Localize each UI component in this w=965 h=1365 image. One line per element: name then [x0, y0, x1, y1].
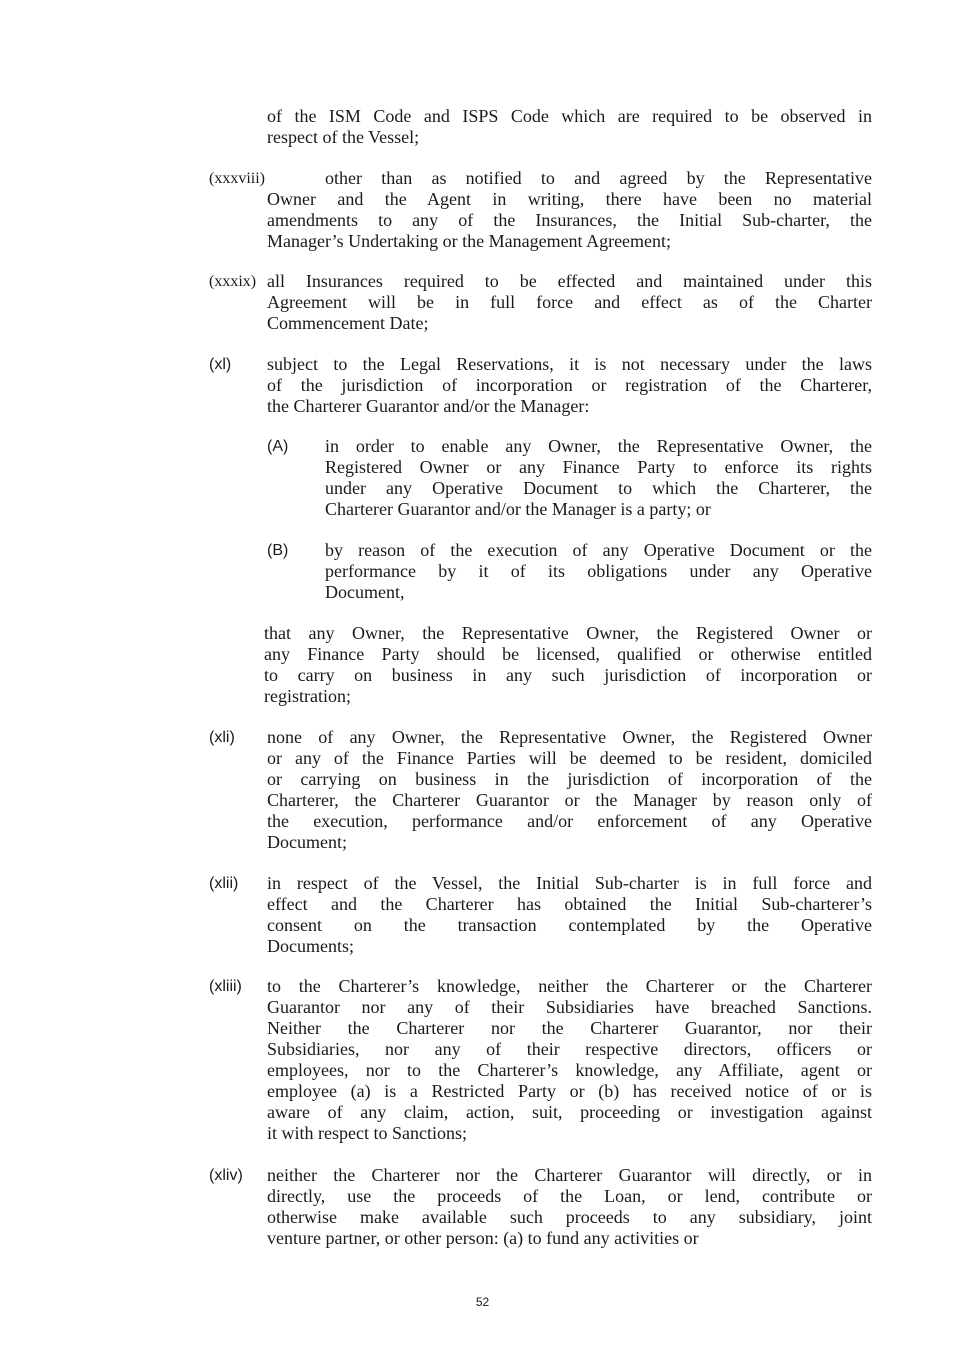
- clause-paragraph: [209, 354, 872, 417]
- text-line: Neither the Charterer nor the Charterer Guarantor, nor their: [267, 1018, 872, 1038]
- text-line: to the Charterer’s knowledge, neither the Charterer or the Charterer: [267, 976, 872, 996]
- clause-label: (xliii): [209, 978, 242, 995]
- text-line: respect of the Vessel;: [267, 127, 420, 147]
- text-line: Owner and the Agent in writing, there have been no material: [267, 189, 872, 209]
- text-line: none of any Owner, the Representative Owner, the Registered Owner: [267, 727, 872, 747]
- text-line: to carry on business in any such jurisdiction of incorporation or: [264, 665, 872, 685]
- text-line: in order to enable any Owner, the Representative Owner, the: [325, 436, 872, 456]
- text-line: otherwise make available such proceeds to any subsidiary, joint: [267, 1207, 872, 1227]
- clause-paragraph: [209, 976, 872, 1144]
- text-line: it with respect to Sanctions;: [267, 1123, 467, 1143]
- clause-paragraph: [264, 623, 872, 707]
- text-line: amendments to any of the Insurances, the Initial Sub-charter, the: [267, 210, 872, 230]
- text-line: subject to the Legal Reservations, it is not necessary under the laws: [267, 354, 872, 374]
- text-line: venture partner, or other person: (a) to fund any activities or: [267, 1228, 699, 1248]
- clause-paragraph: [209, 271, 872, 334]
- text-line: Charterer, the Charterer Guarantor or the Manager by reason only of: [267, 790, 872, 810]
- clause-label: (xlii): [209, 875, 239, 892]
- text-line: employees, nor to the Charterer’s knowledge, any Affiliate, agent or: [267, 1060, 872, 1080]
- text-line: Documents;: [267, 936, 354, 956]
- text-line: Document,: [325, 582, 405, 602]
- clause-label: (xl): [209, 356, 232, 373]
- clause-label: (xxxix): [209, 273, 257, 290]
- clause-label: (xxxviii): [209, 170, 265, 187]
- text-line: by reason of the execution of any Operative Document or the: [325, 540, 872, 560]
- text-line: registration;: [264, 686, 351, 706]
- text-line: or carrying on business in the jurisdiction of incorporation of the: [267, 769, 872, 789]
- clause-label: (A): [267, 438, 289, 455]
- text-line: Guarantor nor any of their Subsidiaries have breached Sanctions.: [267, 997, 872, 1017]
- text-line: or any of the Finance Parties will be deemed to be resident, domiciled: [267, 748, 872, 768]
- text-line: in respect of the Vessel, the Initial Sub-charter is in full force and: [267, 873, 872, 893]
- text-line: Charterer Guarantor and/or the Manager is a party; or: [325, 499, 711, 519]
- text-line: consent on the transaction contemplated by the Operative: [267, 915, 872, 935]
- text-line: neither the Charterer nor the Charterer Guarantor will directly, or in: [267, 1165, 872, 1185]
- text-line: all Insurances required to be effected and maintained under this: [267, 271, 872, 291]
- text-line: Subsidiaries, nor any of their respective directors, officers or: [267, 1039, 872, 1059]
- clause-paragraph: [267, 540, 872, 603]
- page-number: 52: [475, 1295, 490, 1309]
- clause-paragraph: [209, 1165, 872, 1249]
- text-line: the execution, performance and/or enforcement of any Operative: [267, 811, 872, 831]
- clause-paragraph: [209, 873, 872, 957]
- text-line: other than as notified to and agreed by the Representative: [325, 168, 872, 188]
- text-line: effect and the Charterer has obtained the Initial Sub-charterer’s: [267, 894, 872, 914]
- clause-label: (xli): [209, 729, 235, 746]
- text-line: employee (a) is a Restricted Party or (b) has received notice of or is: [267, 1081, 872, 1101]
- text-line: the Charterer Guarantor and/or the Manager:: [267, 396, 590, 416]
- text-line: under any Operative Document to which the Charterer, the: [325, 478, 872, 498]
- text-line: directly, use the proceeds of the Loan, or lend, contribute or: [267, 1186, 872, 1206]
- text-line: any Finance Party should be licensed, qualified or otherwise entitled: [264, 644, 872, 664]
- text-line: Registered Owner or any Finance Party to enforce its rights: [325, 457, 872, 477]
- clause-paragraph: [267, 106, 872, 148]
- text-line: Manager’s Undertaking or the Management Agreement;: [267, 231, 672, 251]
- text-line: performance by it of its obligations under any Operative: [325, 561, 872, 581]
- text-line: of the jurisdiction of incorporation or registration of the Charterer,: [267, 375, 872, 395]
- text-line: aware of any claim, action, suit, proceeding or investigation against: [267, 1102, 872, 1122]
- clause-paragraph: [209, 168, 872, 252]
- clause-paragraph: [267, 436, 872, 520]
- clause-label: (xliv): [209, 1167, 243, 1184]
- text-line: that any Owner, the Representative Owner, the Registered Owner or: [264, 623, 872, 643]
- text-line: Document;: [267, 832, 347, 852]
- text-line: Commencement Date;: [267, 313, 429, 333]
- clause-paragraph: [209, 727, 872, 853]
- clause-label: (B): [267, 542, 289, 559]
- text-line: Agreement will be in full force and effect as of the Charter: [267, 292, 872, 312]
- text-line: of the ISM Code and ISPS Code which are required to be observed in: [267, 106, 872, 126]
